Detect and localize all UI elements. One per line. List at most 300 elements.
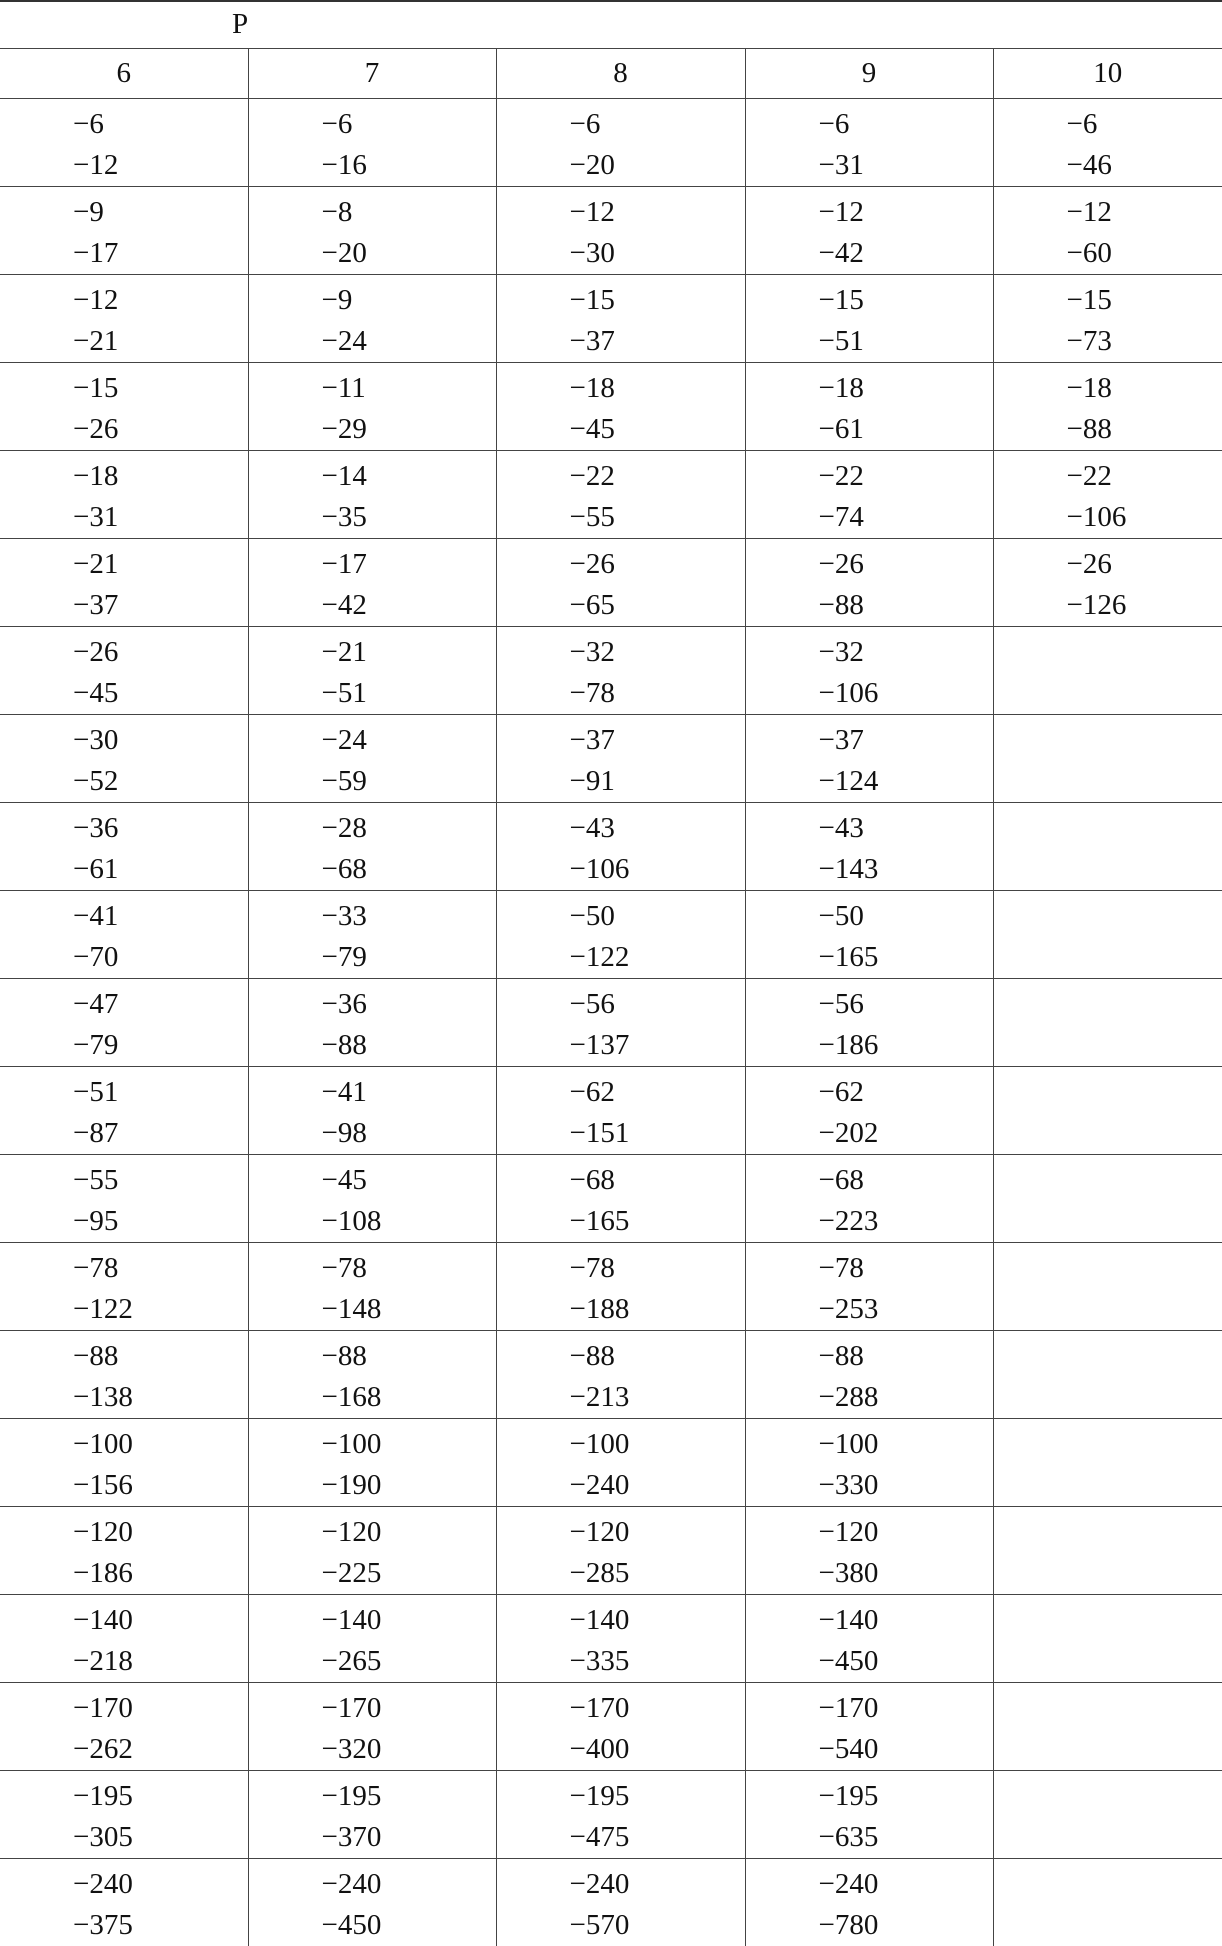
table-cell [745, 627, 993, 715]
lower-deviation: −223 [819, 1201, 993, 1242]
table-row [0, 363, 1222, 451]
table-cell [993, 363, 1222, 451]
table-cell [993, 803, 1222, 891]
lower-deviation: −218 [73, 1641, 248, 1682]
lower-deviation: −400 [570, 1729, 745, 1770]
table-cell [0, 1243, 248, 1331]
deviation-pair [994, 275, 1222, 362]
deviation-pair [994, 891, 1222, 896]
lower-deviation: −24 [322, 321, 496, 362]
table-cell [0, 187, 248, 275]
lower-deviation: −73 [1067, 321, 1222, 362]
table-cell [0, 1771, 248, 1859]
table-cell [496, 803, 745, 891]
lower-deviation: −42 [819, 233, 993, 274]
upper-deviation: −15 [1067, 280, 1222, 321]
deviation-pair [994, 627, 1222, 632]
deviation-pair [249, 99, 496, 186]
deviation-pair [249, 979, 496, 1066]
table-cell [0, 451, 248, 539]
upper-deviation: −100 [322, 1424, 496, 1465]
deviation-pair [497, 1507, 745, 1594]
table-cell [745, 275, 993, 363]
table-cell [496, 979, 745, 1067]
table-row [0, 627, 1222, 715]
lower-deviation: −17 [73, 233, 248, 274]
lower-deviation: −213 [570, 1377, 745, 1418]
table-cell [248, 1771, 496, 1859]
lower-deviation: −20 [570, 145, 745, 186]
upper-deviation: −62 [819, 1072, 993, 1113]
upper-deviation: −26 [73, 632, 248, 673]
lower-deviation: −68 [322, 849, 496, 890]
upper-deviation: −170 [73, 1688, 248, 1729]
upper-deviation: −100 [570, 1424, 745, 1465]
lower-deviation: −52 [73, 761, 248, 802]
column-header: 6 [0, 49, 248, 99]
lower-deviation: −475 [570, 1817, 745, 1858]
upper-deviation: −140 [819, 1600, 993, 1641]
lower-deviation: −98 [322, 1113, 496, 1154]
lower-deviation: −262 [73, 1729, 248, 1770]
lower-deviation: −202 [819, 1113, 993, 1154]
column-header: 7 [248, 49, 496, 99]
table-cell [0, 275, 248, 363]
deviation-pair [0, 275, 248, 362]
table-cell [745, 1507, 993, 1595]
upper-deviation: −78 [819, 1248, 993, 1289]
upper-deviation: −18 [570, 368, 745, 409]
deviation-pair [0, 627, 248, 714]
lower-deviation: −12 [73, 145, 248, 186]
upper-deviation: −41 [73, 896, 248, 937]
table-cell [248, 451, 496, 539]
lower-deviation: −59 [322, 761, 496, 802]
table-cell [0, 539, 248, 627]
deviation-pair [497, 1771, 745, 1858]
deviation-pair [497, 803, 745, 890]
table-title-row [0, 0, 1222, 49]
table-cell [993, 1595, 1222, 1683]
lower-deviation: −540 [819, 1729, 993, 1770]
deviation-pair [994, 1331, 1222, 1336]
upper-deviation: −195 [570, 1776, 745, 1817]
table-title: P [0, 0, 1222, 48]
table-cell [745, 1331, 993, 1419]
upper-deviation: −100 [73, 1424, 248, 1465]
table-row [0, 1419, 1222, 1507]
deviation-pair [249, 1419, 496, 1506]
upper-deviation: −12 [1067, 192, 1222, 233]
lower-deviation: −335 [570, 1641, 745, 1682]
upper-deviation: −78 [322, 1248, 496, 1289]
deviation-pair [746, 1595, 993, 1682]
lower-deviation: −61 [819, 409, 993, 450]
deviation-pair [249, 363, 496, 450]
upper-deviation: −6 [1067, 104, 1222, 145]
deviation-pair [249, 187, 496, 274]
deviation-pair [746, 1155, 993, 1242]
upper-deviation: −120 [570, 1512, 745, 1553]
deviation-pair [0, 891, 248, 978]
table-cell [745, 1683, 993, 1771]
table-cell [0, 1331, 248, 1419]
upper-deviation: −36 [322, 984, 496, 1025]
upper-deviation: −120 [73, 1512, 248, 1553]
upper-deviation: −170 [570, 1688, 745, 1729]
deviation-pair [746, 275, 993, 362]
table-cell [993, 1859, 1222, 1946]
upper-deviation: −18 [1067, 368, 1222, 409]
table-cell [496, 451, 745, 539]
deviation-pair [249, 715, 496, 802]
table-cell [496, 715, 745, 803]
deviation-pair [0, 451, 248, 538]
table-cell [496, 99, 745, 187]
table-row [0, 1067, 1222, 1155]
table-cell [993, 891, 1222, 979]
upper-deviation: −6 [819, 104, 993, 145]
upper-deviation: −140 [73, 1600, 248, 1641]
deviation-pair [0, 1155, 248, 1242]
table-row [0, 1859, 1222, 1946]
lower-deviation: −186 [819, 1025, 993, 1066]
upper-deviation: −15 [570, 280, 745, 321]
table-cell [496, 1859, 745, 1946]
upper-deviation: −78 [73, 1248, 248, 1289]
table-cell [993, 187, 1222, 275]
upper-deviation: −88 [570, 1336, 745, 1377]
lower-deviation: −55 [570, 497, 745, 538]
table-cell [993, 627, 1222, 715]
table-cell [248, 1067, 496, 1155]
upper-deviation: −33 [322, 896, 496, 937]
lower-deviation: −35 [322, 497, 496, 538]
table-row [0, 979, 1222, 1067]
table-cell [993, 539, 1222, 627]
upper-deviation: −50 [570, 896, 745, 937]
table-row [0, 1507, 1222, 1595]
upper-deviation: −22 [570, 456, 745, 497]
deviation-pair [0, 715, 248, 802]
upper-deviation: −6 [570, 104, 745, 145]
deviation-pair [746, 451, 993, 538]
table-cell [496, 363, 745, 451]
deviation-pair [497, 99, 745, 186]
table-cell [745, 979, 993, 1067]
upper-deviation: −88 [73, 1336, 248, 1377]
deviation-pair [994, 979, 1222, 984]
deviation-pair [497, 1243, 745, 1330]
deviation-pair [746, 627, 993, 714]
deviation-pair [249, 891, 496, 978]
table-cell [248, 1243, 496, 1331]
lower-deviation: −370 [322, 1817, 496, 1858]
deviation-pair [249, 1243, 496, 1330]
deviation-pair [746, 715, 993, 802]
deviation-pair [249, 627, 496, 714]
upper-deviation: −32 [570, 632, 745, 673]
lower-deviation: −95 [73, 1201, 248, 1242]
table-cell [993, 99, 1222, 187]
upper-deviation: −32 [819, 632, 993, 673]
lower-deviation: −29 [322, 409, 496, 450]
table-cell [248, 187, 496, 275]
upper-deviation: −55 [73, 1160, 248, 1201]
lower-deviation: −305 [73, 1817, 248, 1858]
upper-deviation: −43 [819, 808, 993, 849]
table-cell [496, 1507, 745, 1595]
table-row [0, 715, 1222, 803]
table-cell [993, 451, 1222, 539]
deviation-pair [0, 539, 248, 626]
lower-deviation: −165 [570, 1201, 745, 1242]
deviation-pair [497, 539, 745, 626]
upper-deviation: −14 [322, 456, 496, 497]
lower-deviation: −16 [322, 145, 496, 186]
table-cell [745, 1771, 993, 1859]
deviation-pair [994, 363, 1222, 450]
table-cell [0, 99, 248, 187]
upper-deviation: −30 [73, 720, 248, 761]
lower-deviation: −106 [819, 673, 993, 714]
deviation-pair [249, 451, 496, 538]
lower-deviation: −240 [570, 1465, 745, 1506]
upper-deviation: −195 [322, 1776, 496, 1817]
lower-deviation: −124 [819, 761, 993, 802]
upper-deviation: −21 [73, 544, 248, 585]
lower-deviation: −31 [819, 145, 993, 186]
lower-deviation: −26 [73, 409, 248, 450]
upper-deviation: −170 [819, 1688, 993, 1729]
lower-deviation: −42 [322, 585, 496, 626]
lower-deviation: −108 [322, 1201, 496, 1242]
lower-deviation: −186 [73, 1553, 248, 1594]
lower-deviation: −46 [1067, 145, 1222, 186]
upper-deviation: −240 [819, 1864, 993, 1905]
upper-deviation: −9 [322, 280, 496, 321]
upper-deviation: −140 [322, 1600, 496, 1641]
lower-deviation: −45 [73, 673, 248, 714]
table-cell [248, 1419, 496, 1507]
deviation-pair [746, 891, 993, 978]
lower-deviation: −570 [570, 1905, 745, 1946]
lower-deviation: −126 [1067, 585, 1222, 626]
table-row [0, 1771, 1222, 1859]
table-title-cell [0, 0, 1222, 49]
table-cell [0, 363, 248, 451]
deviation-pair [994, 1859, 1222, 1864]
table-cell [0, 1067, 248, 1155]
lower-deviation: −137 [570, 1025, 745, 1066]
deviation-pair [497, 1419, 745, 1506]
table-cell [0, 979, 248, 1067]
deviation-pair [0, 1067, 248, 1154]
deviation-pair [746, 1331, 993, 1418]
deviation-pair [746, 1859, 993, 1946]
lower-deviation: −190 [322, 1465, 496, 1506]
upper-deviation: −6 [322, 104, 496, 145]
lower-deviation: −288 [819, 1377, 993, 1418]
upper-deviation: −22 [819, 456, 993, 497]
deviation-pair [746, 979, 993, 1066]
table-cell [745, 187, 993, 275]
table-cell [496, 1595, 745, 1683]
deviation-pair [0, 803, 248, 890]
deviation-pair [746, 1419, 993, 1506]
table-cell [745, 99, 993, 187]
table-cell [496, 627, 745, 715]
table-row [0, 1243, 1222, 1331]
deviation-pair [497, 1683, 745, 1770]
table-row [0, 187, 1222, 275]
table-row [0, 891, 1222, 979]
lower-deviation: −45 [570, 409, 745, 450]
table-cell [993, 275, 1222, 363]
deviation-pair [249, 539, 496, 626]
table-cell [0, 1507, 248, 1595]
deviation-pair [497, 451, 745, 538]
lower-deviation: −122 [570, 937, 745, 978]
lower-deviation: −780 [819, 1905, 993, 1946]
table-cell [745, 1419, 993, 1507]
lower-deviation: −20 [322, 233, 496, 274]
table-cell [248, 1507, 496, 1595]
table-cell [0, 1859, 248, 1946]
table-cell [248, 891, 496, 979]
deviation-pair [249, 1595, 496, 1682]
table-cell [745, 451, 993, 539]
table-cell [248, 539, 496, 627]
lower-deviation: −265 [322, 1641, 496, 1682]
lower-deviation: −122 [73, 1289, 248, 1330]
table-cell [0, 627, 248, 715]
upper-deviation: −24 [322, 720, 496, 761]
deviation-pair [497, 891, 745, 978]
lower-deviation: −21 [73, 321, 248, 362]
lower-deviation: −330 [819, 1465, 993, 1506]
lower-deviation: −375 [73, 1905, 248, 1946]
deviation-pair [0, 363, 248, 450]
upper-deviation: −15 [819, 280, 993, 321]
upper-deviation: −88 [819, 1336, 993, 1377]
upper-deviation: −68 [819, 1160, 993, 1201]
table-cell [0, 1683, 248, 1771]
upper-deviation: −88 [322, 1336, 496, 1377]
deviation-pair [0, 1683, 248, 1770]
deviation-pair [0, 187, 248, 274]
deviation-pair [249, 1771, 496, 1858]
table-cell [993, 1507, 1222, 1595]
table-cell [0, 891, 248, 979]
table-cell [496, 539, 745, 627]
lower-deviation: −79 [322, 937, 496, 978]
upper-deviation: −26 [570, 544, 745, 585]
upper-deviation: −28 [322, 808, 496, 849]
deviation-pair [746, 1771, 993, 1858]
table-cell [496, 187, 745, 275]
table-cell [745, 1595, 993, 1683]
table-cell [248, 803, 496, 891]
lower-deviation: −91 [570, 761, 745, 802]
lower-deviation: −70 [73, 937, 248, 978]
deviation-pair [497, 1859, 745, 1946]
deviation-pair [497, 1155, 745, 1242]
lower-deviation: −65 [570, 585, 745, 626]
deviation-pair [994, 539, 1222, 626]
deviation-pair [0, 1771, 248, 1858]
lower-deviation: −74 [819, 497, 993, 538]
lower-deviation: −143 [819, 849, 993, 890]
table-row [0, 275, 1222, 363]
deviation-pair [994, 803, 1222, 808]
lower-deviation: −51 [322, 673, 496, 714]
table-cell [993, 1331, 1222, 1419]
table-row [0, 539, 1222, 627]
upper-deviation: −12 [819, 192, 993, 233]
upper-deviation: −17 [322, 544, 496, 585]
table-cell [745, 1155, 993, 1243]
upper-deviation: −140 [570, 1600, 745, 1641]
upper-deviation: −8 [322, 192, 496, 233]
upper-deviation: −78 [570, 1248, 745, 1289]
lower-deviation: −165 [819, 937, 993, 978]
table-cell [248, 1683, 496, 1771]
table-cell [993, 1419, 1222, 1507]
table-cell [0, 1419, 248, 1507]
deviation-pair [994, 1507, 1222, 1512]
lower-deviation: −380 [819, 1553, 993, 1594]
table-cell [248, 979, 496, 1067]
deviation-pair [746, 363, 993, 450]
table-cell [993, 1243, 1222, 1331]
upper-deviation: −6 [73, 104, 248, 145]
deviation-pair [994, 1419, 1222, 1424]
lower-deviation: −79 [73, 1025, 248, 1066]
upper-deviation: −47 [73, 984, 248, 1025]
deviation-pair [0, 99, 248, 186]
deviation-pair [0, 1419, 248, 1506]
table-cell [248, 275, 496, 363]
upper-deviation: −195 [819, 1776, 993, 1817]
table-cell [0, 1155, 248, 1243]
lower-deviation: −148 [322, 1289, 496, 1330]
lower-deviation: −168 [322, 1377, 496, 1418]
deviation-pair [0, 1859, 248, 1946]
upper-deviation: −56 [819, 984, 993, 1025]
table-cell [745, 363, 993, 451]
table-cell [745, 1243, 993, 1331]
table-cell [745, 539, 993, 627]
upper-deviation: −120 [819, 1512, 993, 1553]
upper-deviation: −170 [322, 1688, 496, 1729]
deviation-pair [249, 1155, 496, 1242]
table-cell [993, 1067, 1222, 1155]
deviation-pair [994, 187, 1222, 274]
upper-deviation: −36 [73, 808, 248, 849]
lower-deviation: −88 [819, 585, 993, 626]
upper-deviation: −50 [819, 896, 993, 937]
upper-deviation: −43 [570, 808, 745, 849]
upper-deviation: −45 [322, 1160, 496, 1201]
deviation-pair [249, 1507, 496, 1594]
table-row [0, 1331, 1222, 1419]
table-row [0, 1683, 1222, 1771]
deviation-pair [249, 1067, 496, 1154]
upper-deviation: −12 [73, 280, 248, 321]
table-cell [993, 1771, 1222, 1859]
deviation-pair [746, 187, 993, 274]
